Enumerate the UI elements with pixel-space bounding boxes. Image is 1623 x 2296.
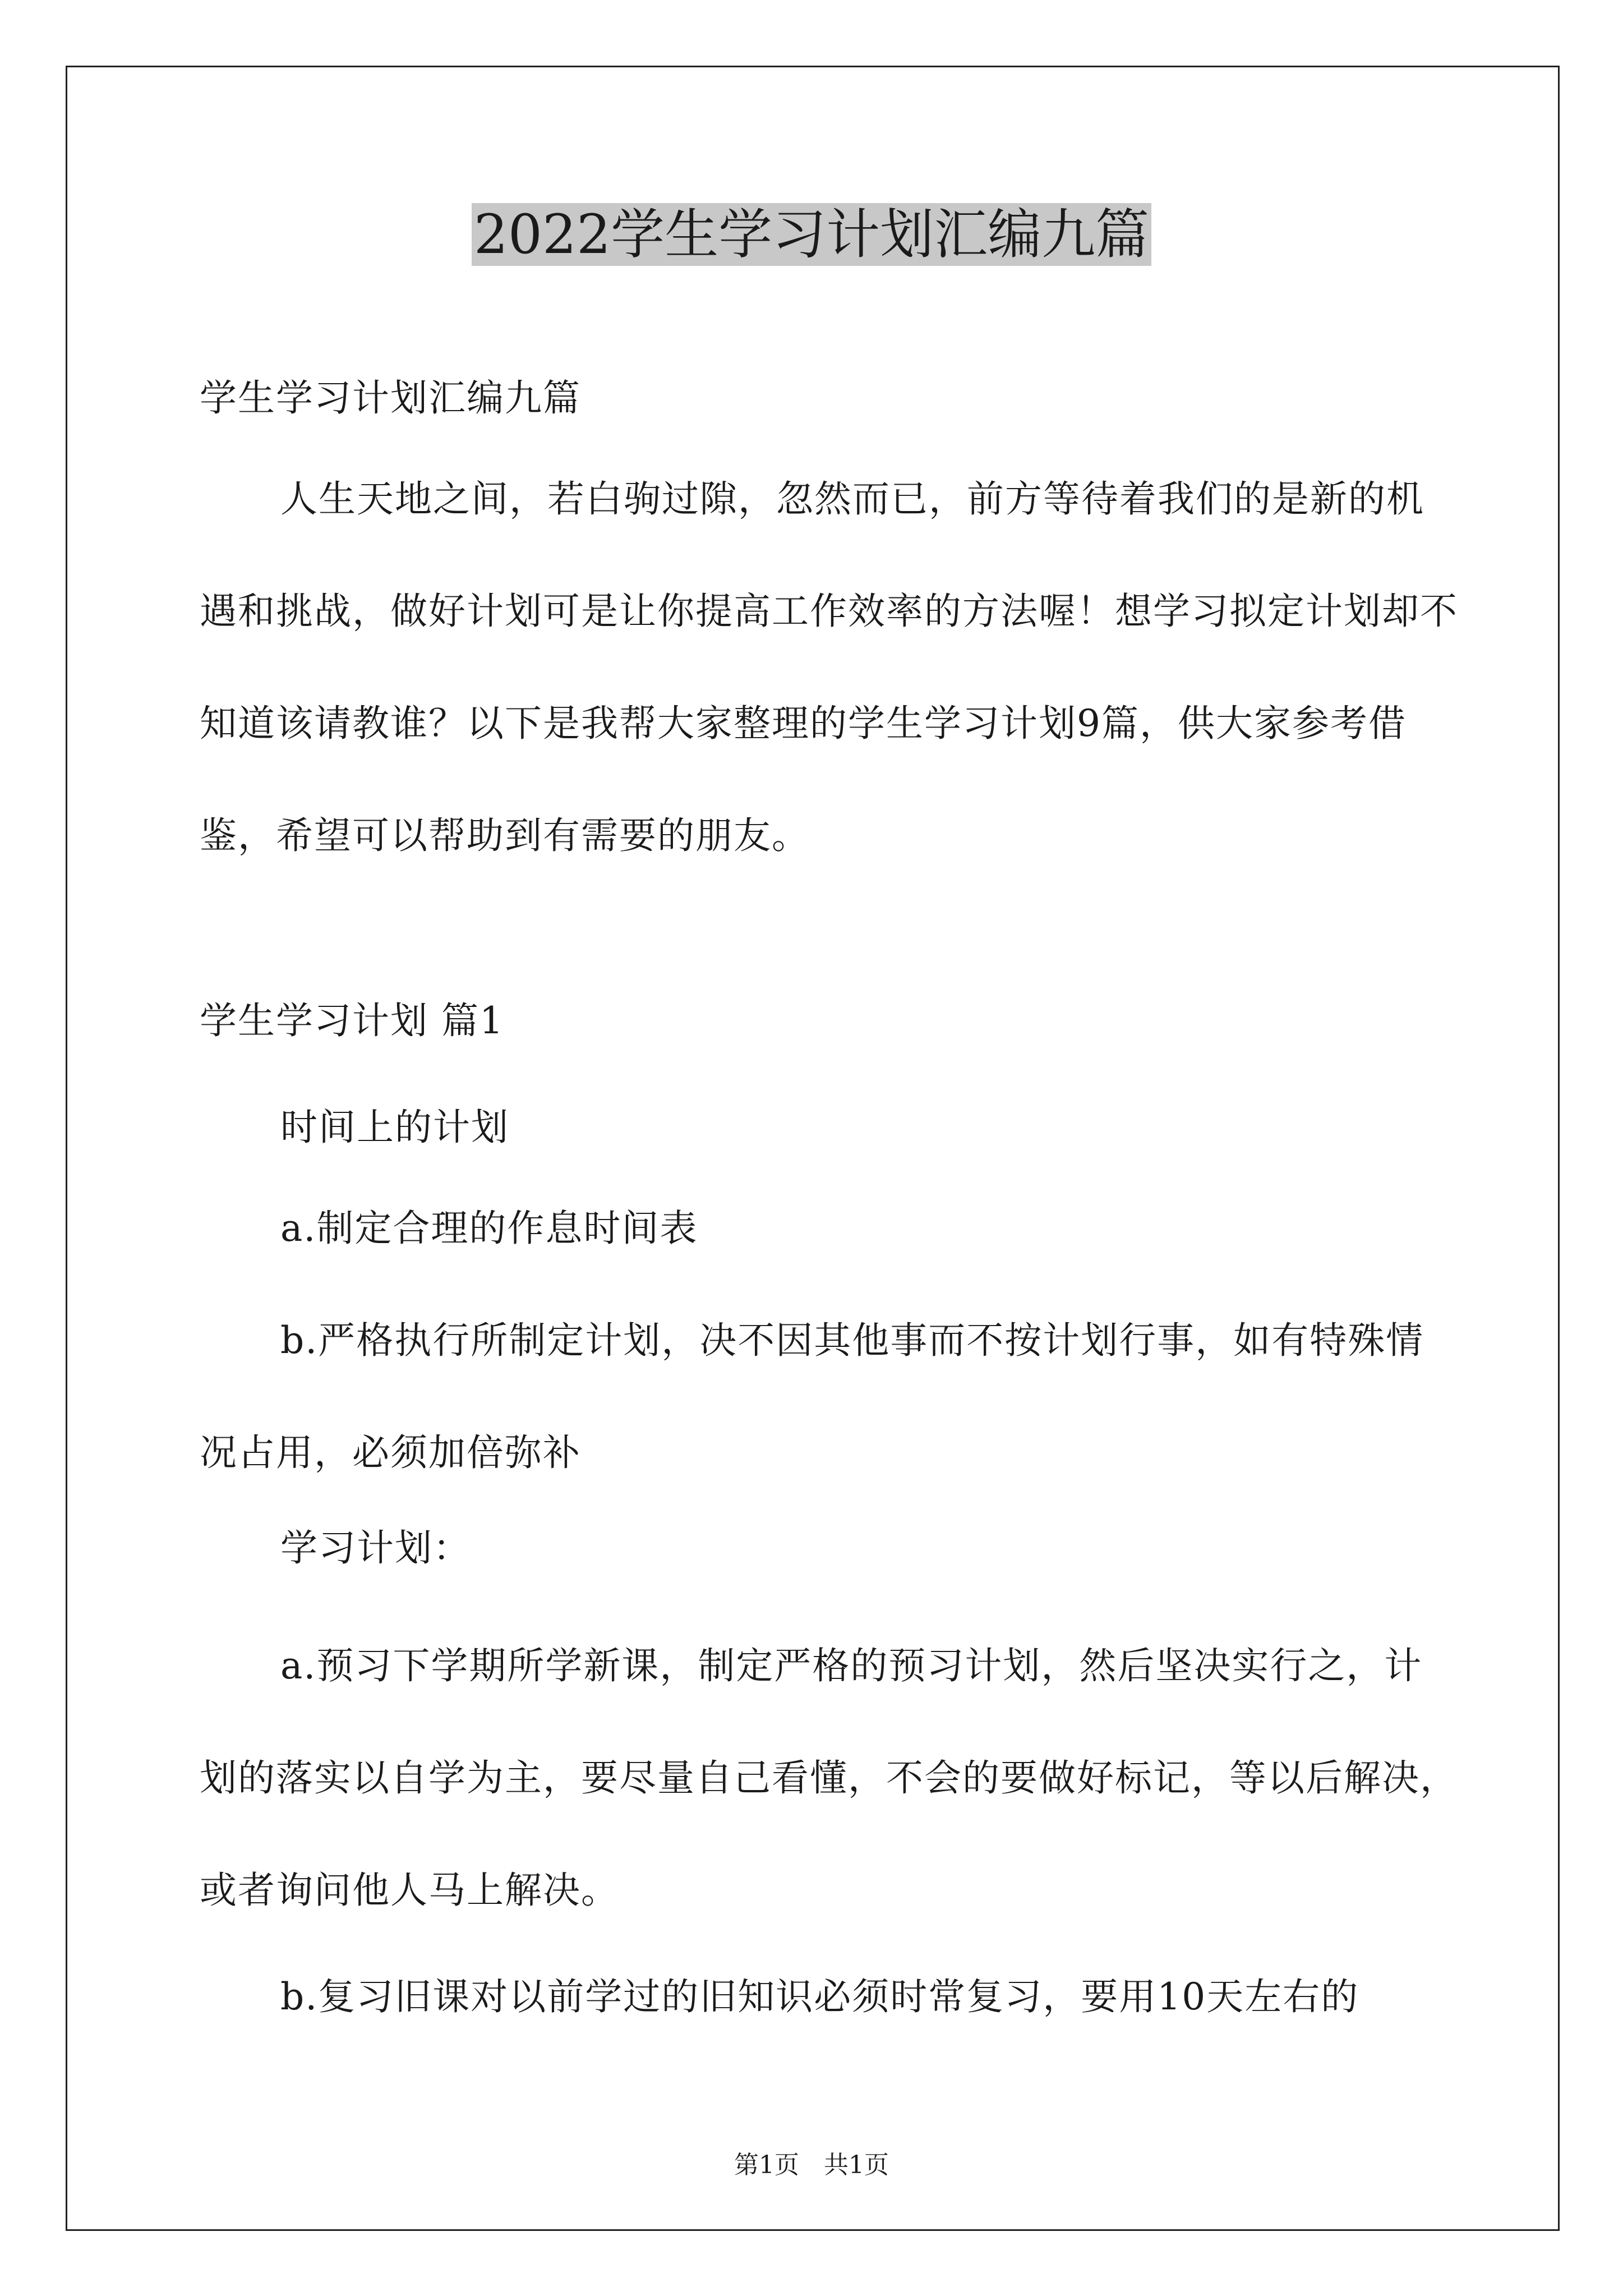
study-plan-item-b: b.复习旧课对以前学过的旧知识必须时常复习，要用10天左右的	[280, 1975, 1359, 2018]
time-plan-heading: 时间上的计划	[280, 1106, 509, 1149]
study-plan-item-a: a.预习下学期所学新课，制定严格的预习计划，然后坚决实行之，计划的落实以自学为主，要尽量自己看懂，不会的要做好标记，等以后解决，或者询问他人马上解决。	[200, 1644, 1458, 1912]
document-title	[0, 195, 1623, 274]
section-heading: 学生学习计划 篇1	[200, 999, 504, 1042]
subtitle: 学生学习计划汇编九篇	[200, 376, 581, 420]
title-text: 2022学生学习计划汇编九篇	[472, 203, 1151, 266]
time-plan-item-a: a.制定合理的作息时间表	[280, 1207, 698, 1250]
intro-paragraph: 人生天地之间，若白驹过隙，忽然而已，前方等待着我们的是新的机遇和挑战，做好计划可是让你提高工作效率的方法喔！想学习拟定计划却不知道该请教谁？以下是我帮大家整理的学生学习计划9篇，供大家参考借鉴，希望可以帮助到有需要的朋友。	[200, 477, 1458, 857]
study-plan-heading: 学习计划：	[280, 1526, 471, 1570]
time-plan-item-b: b.严格执行所制定计划，决不因其他事而不按计划行事，如有特殊情况占用，必须加倍弥补	[200, 1319, 1424, 1474]
page-footer: 第1页 共1页	[734, 2151, 889, 2179]
